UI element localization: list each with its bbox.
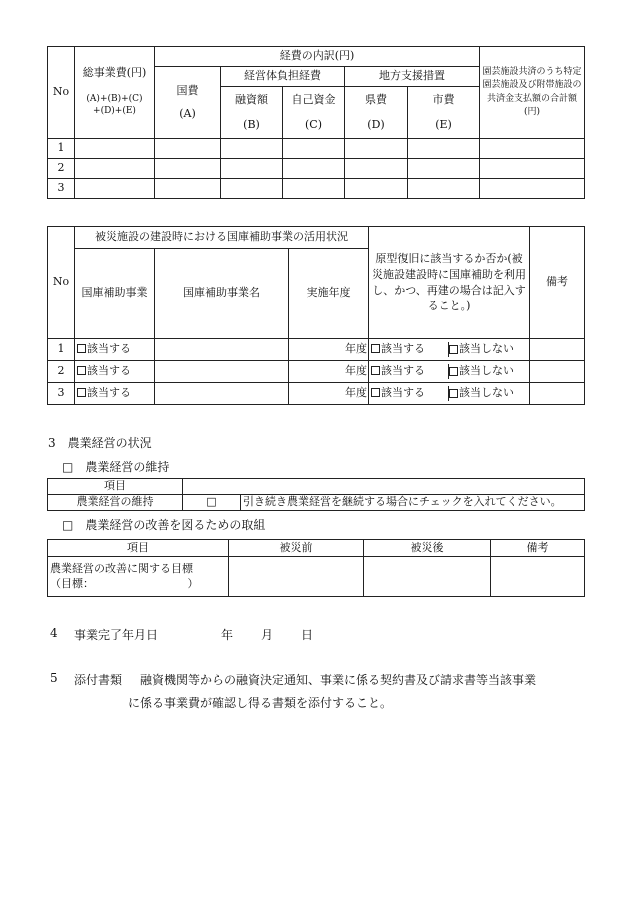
yushi-label: 融資額: [235, 92, 268, 106]
applicable-label: 該当する: [381, 342, 426, 356]
restoration-not-applicable-checkbox[interactable]: [448, 386, 529, 401]
after-header: 被災後: [364, 540, 491, 557]
checkbox-icon: [449, 345, 458, 354]
item-header: 項目: [48, 479, 183, 495]
kenpi-letter: (D): [367, 117, 385, 131]
local-support-header: 地方支援措置: [345, 67, 480, 87]
applicable-label: 該当する: [87, 342, 131, 356]
restoration-not-applicable-checkbox[interactable]: [448, 342, 529, 357]
improve-goal-label-line-2: （目標： ）: [50, 576, 199, 590]
mgmt-burden-header: 経営体負担経費: [221, 67, 345, 87]
row-number: 2: [48, 361, 75, 383]
completion-day[interactable]: 日: [301, 628, 314, 642]
year-suffix: 年度: [345, 364, 368, 378]
cell-before[interactable]: [229, 557, 364, 597]
improve-table: [47, 539, 585, 597]
before-header: 被災前: [229, 540, 364, 557]
maintain-instruction: 引き続き農業経営を継続する場合にチェックを入れてください。: [241, 494, 585, 510]
cell-subsidy-name[interactable]: [155, 361, 289, 383]
completion-date-label: 事業完了年月日: [74, 628, 159, 642]
cell-yushi[interactable]: [221, 159, 283, 179]
maintain-checkbox[interactable]: □: [183, 494, 241, 510]
kenpi-label: 県費: [365, 92, 387, 106]
not-applicable-label: 該当しない: [459, 364, 515, 378]
cell-shihi[interactable]: [408, 139, 480, 159]
restoration-choice: [369, 383, 530, 405]
checkbox-icon: [371, 344, 380, 353]
remarks-header: 備考: [530, 227, 585, 339]
applicable-checkbox[interactable]: [75, 383, 155, 405]
maintain-row-label: 農業経営の維持: [48, 494, 183, 510]
checkbox-icon: [77, 388, 86, 397]
cell-remarks[interactable]: [530, 383, 585, 405]
kokuhi-letter: (A): [179, 106, 196, 120]
item-header: 項目: [48, 540, 229, 557]
remarks-header: 備考: [491, 540, 585, 557]
cell-year[interactable]: [289, 361, 369, 383]
subsidy-name-header: 国庫補助事業名: [155, 249, 289, 339]
shihi-letter: (E): [435, 117, 452, 131]
section-3-title: 3 農業経営の状況: [48, 436, 152, 450]
cell-yushi[interactable]: [221, 179, 283, 199]
section-5-number: 5: [50, 671, 58, 685]
total-cost-label: 総事業費(円): [82, 65, 147, 79]
maintain-heading[interactable]: □ 農業経営の維持: [62, 460, 170, 474]
cell-year[interactable]: [289, 339, 369, 361]
attachments-text-line-2: に係る事業費が確認し得る書類を添付すること。: [128, 696, 393, 710]
table-row: [48, 339, 585, 361]
applicable-label: 該当する: [87, 386, 131, 400]
breakdown-header: 経費の内訳(円): [155, 47, 480, 67]
applicable-label: 該当する: [87, 364, 131, 378]
table-row: [48, 179, 585, 199]
cell-yushi[interactable]: [221, 139, 283, 159]
cell-jiko[interactable]: [283, 139, 345, 159]
applicable-label: 該当する: [381, 386, 426, 400]
table-row: [48, 361, 585, 383]
cell-kokuhi[interactable]: [155, 179, 221, 199]
kyosai-header: 園芸施設共済のうち特定園芸施設及び附帯施設の共済金支払額の合計額(円): [480, 47, 585, 139]
cell-shihi[interactable]: [408, 159, 480, 179]
applicable-label: 該当する: [381, 364, 426, 378]
improve-goal-label-line-1: 農業経営の改善に関する目標: [50, 561, 193, 575]
implementation-year-header: 実施年度: [289, 249, 369, 339]
cell-kokuhi[interactable]: [155, 139, 221, 159]
cell-jiko[interactable]: [283, 159, 345, 179]
table-row: [48, 159, 585, 179]
restoration-choice: [369, 361, 530, 383]
jiko-letter: (C): [305, 117, 322, 131]
cell-kokuhi[interactable]: [155, 159, 221, 179]
checkbox-icon: [77, 366, 86, 375]
applicable-checkbox[interactable]: [75, 361, 155, 383]
cell-remarks[interactable]: [530, 361, 585, 383]
cell-shihi[interactable]: [408, 179, 480, 199]
attachments-label: 添付書類: [74, 673, 123, 687]
cell-total[interactable]: [75, 159, 155, 179]
col-no-header: No: [48, 47, 75, 139]
not-applicable-label: 該当しない: [459, 386, 515, 400]
attachments-text-line-1: 融資機関等からの融資決定通知、事業に係る契約書及び請求書等当該事業: [140, 673, 537, 687]
restoration-not-applicable-checkbox[interactable]: [448, 364, 529, 379]
subsidy-usage-table: [47, 226, 585, 405]
cell-total[interactable]: [75, 139, 155, 159]
year-suffix: 年度: [345, 342, 368, 356]
improve-heading[interactable]: □ 農業経営の改善を図るための取組: [62, 518, 266, 532]
cost-breakdown-table: [47, 46, 585, 199]
applicable-checkbox[interactable]: [75, 339, 155, 361]
table-row: [48, 139, 585, 159]
restoration-applicable-checkbox[interactable]: [369, 364, 425, 379]
cell-jiko[interactable]: [283, 179, 345, 199]
row-number: 2: [48, 159, 75, 179]
table-row: [48, 383, 585, 405]
checkbox-icon: [371, 366, 380, 375]
subsidy-project-header: 国庫補助事業: [75, 249, 155, 339]
cell-year[interactable]: [289, 383, 369, 405]
cell-subsidy-name[interactable]: [155, 339, 289, 361]
maintain-table: [47, 478, 585, 511]
restoration-applicable-checkbox[interactable]: [369, 386, 425, 401]
restoration-header: 原型復旧に該当するか否か(被災施設建設時に国庫補助を利用し、かつ、再建の場合は記入すること。): [369, 227, 530, 339]
row-number: 3: [48, 383, 75, 405]
total-cost-formula-2: +(D)+(E): [93, 105, 136, 116]
cell-kenpi[interactable]: [345, 139, 408, 159]
restoration-applicable-checkbox[interactable]: [369, 342, 425, 357]
yushi-letter: (B): [243, 117, 260, 131]
cell-kenpi[interactable]: [345, 159, 408, 179]
yushi-header: [221, 87, 283, 139]
section-4-number: 4: [50, 626, 58, 640]
cell-after[interactable]: [364, 557, 491, 597]
checkbox-icon: [449, 367, 458, 376]
cell-kyosai[interactable]: [480, 179, 585, 199]
row-number: 1: [48, 339, 75, 361]
completion-year[interactable]: 年: [221, 628, 234, 642]
cell-kenpi[interactable]: [345, 179, 408, 199]
blank-header: [183, 479, 585, 495]
row-number: 1: [48, 139, 75, 159]
restoration-choice: [369, 339, 530, 361]
improve-goal-label: [48, 557, 229, 597]
kokuhi-header: [155, 67, 221, 139]
not-applicable-label: 該当しない: [459, 342, 515, 356]
kokuhi-label: 国費: [176, 83, 199, 97]
total-cost-header: [75, 47, 155, 139]
cell-kyosai[interactable]: [480, 139, 585, 159]
cell-total[interactable]: [75, 179, 155, 199]
row-number: 3: [48, 179, 75, 199]
shihi-header: [408, 87, 480, 139]
checkbox-icon: [77, 344, 86, 353]
checkbox-icon: [371, 388, 380, 397]
jiko-label: 自己資金: [291, 92, 336, 106]
jiko-header: [283, 87, 345, 139]
cell-subsidy-name[interactable]: [155, 383, 289, 405]
completion-month[interactable]: 月: [261, 628, 274, 642]
kenpi-header: [345, 87, 408, 139]
cell-remarks[interactable]: [530, 339, 585, 361]
total-cost-formula-1: (A)+(B)+(C): [86, 93, 143, 104]
col-no-header: No: [48, 227, 75, 339]
year-suffix: 年度: [345, 386, 368, 400]
shihi-label: 市費: [432, 92, 455, 106]
subsidy-status-header: 被災施設の建設時における国庫補助事業の活用状況: [75, 227, 369, 249]
cell-remarks[interactable]: [491, 557, 585, 597]
checkbox-icon: [449, 389, 458, 398]
cell-kyosai[interactable]: [480, 159, 585, 179]
